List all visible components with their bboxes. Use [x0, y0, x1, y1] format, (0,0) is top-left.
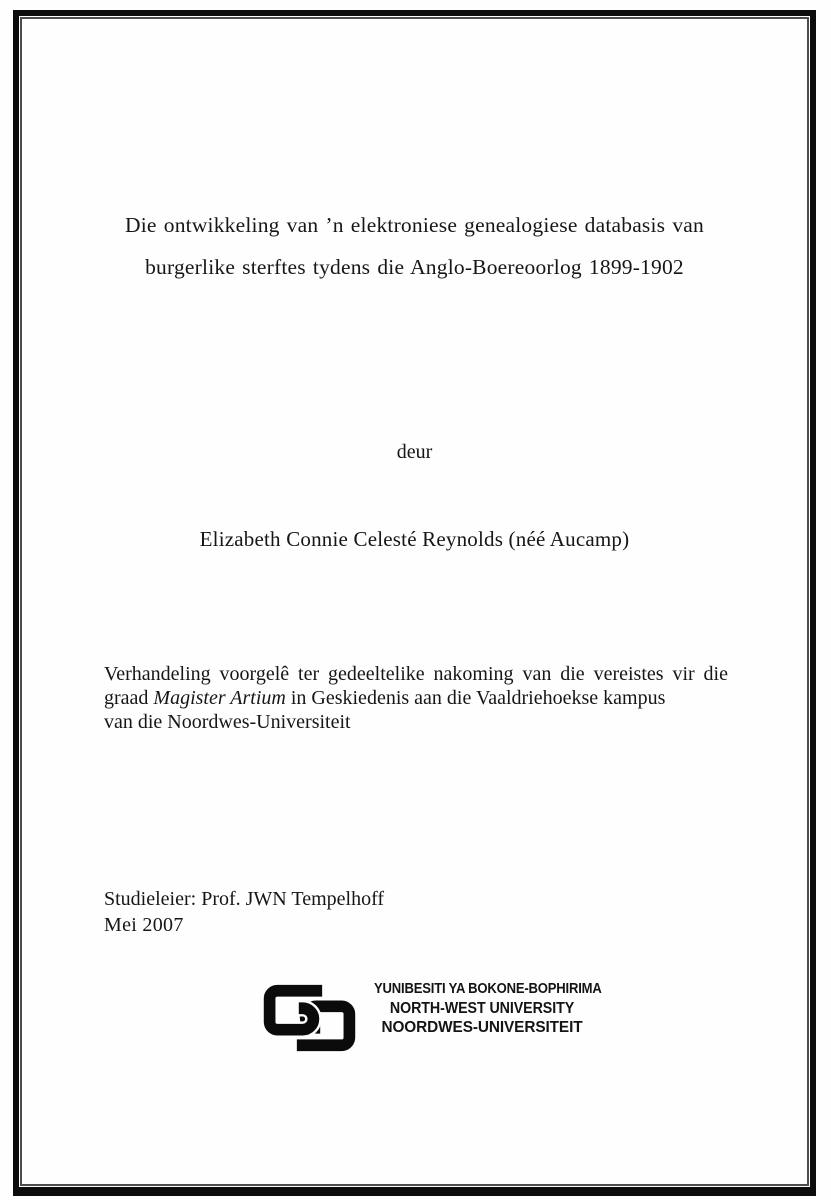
logo-text-setswana: YUNIBESITI YA BOKONE-BOPHIRIMA: [374, 981, 602, 997]
thesis-statement: [104, 662, 728, 734]
thesis-title-line-1: Die ontwikkeling van ’n elektroniese genealogiese databasis van: [125, 213, 704, 237]
statement-line-2-suffix: in Geskiedenis aan die Vaaldriehoekse kampus: [285, 687, 666, 709]
university-logo: [256, 975, 616, 1065]
statement-line-3: van die Noordwes-Universiteit: [104, 711, 351, 733]
byline-deur: deur: [396, 441, 433, 463]
supervisor-line: Studieleier: Prof. JWN Tempelhoff: [104, 888, 385, 910]
thesis-title-line-2: burgerlike sterftes tydens die Anglo-Boereoorlog 1899-1902: [145, 255, 684, 279]
university-logo-text: [362, 980, 602, 1037]
logo-text-english: NORTH-WEST UNIVERSITY: [389, 1000, 575, 1017]
author-name: Elizabeth Connie Celesté Reynolds (néé Aucamp): [199, 527, 630, 551]
logo-text-afrikaans: NOORDWES-UNIVERSITEIT: [381, 1019, 583, 1036]
statement-line-1: Verhandeling voorgelê ter gedeeltelike nakoming van die vereistes vir die: [104, 663, 728, 685]
credits-block: [104, 886, 604, 938]
degree-name-italic: Magister Artium: [153, 687, 286, 709]
thesis-title: [60, 204, 769, 288]
date-line: Mei 2007: [104, 914, 184, 936]
statement-line-2-prefix: graad: [104, 687, 154, 709]
nwu-interlocking-links-icon: [256, 977, 363, 1059]
statement-line-2: [104, 686, 728, 710]
